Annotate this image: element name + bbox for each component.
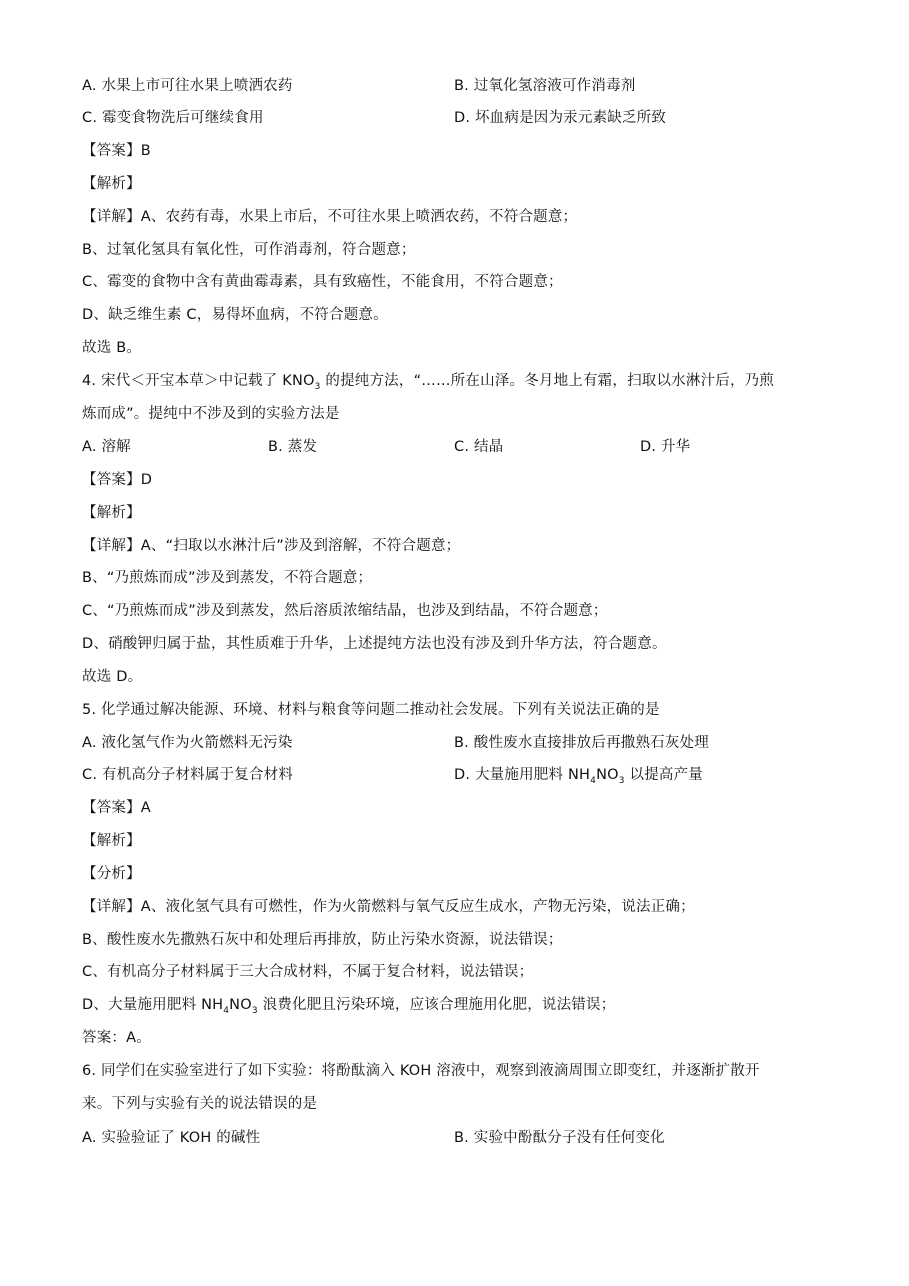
q3-analysis-heading: 【解析】 (82, 176, 141, 192)
q4-detail-c: C、“乃煎炼而成”涉及到蒸发，然后溶质浓缩结晶，也涉及到结晶，不符合题意； (82, 603, 608, 619)
q4-detail-b: B、“乃煎炼而成”涉及到蒸发，不符合题意； (82, 570, 373, 586)
q6-stem-line2: 来。下列与实验有关的说法错误的是 (82, 1096, 318, 1112)
q4-detail-d: D、硝酸钾归属于盐，其性质难于升华，上述提纯方法也没有涉及到升华方法，符合题意。 (82, 636, 667, 652)
q3-choice: 故选 B。 (82, 340, 142, 356)
q5-option-d-post: 以提高产量 (624, 767, 704, 783)
q6-stem-line1: 6. 同学们在实验室进行了如下实验：将酚酞滴入 KOH 溶液中，观察到液滴周围立即变红，并逐渐扩散开 (82, 1063, 760, 1079)
q3-detail-d: D、缺乏维生素 C，易得坏血病，不符合题意。 (82, 307, 388, 323)
q6-option-b: B. 实验中酚酞分子没有任何变化 (454, 1130, 665, 1146)
q5-detail-d-pre: D、大量施用肥料 NH (82, 997, 224, 1013)
q4-option-b: B. 蒸发 (268, 439, 318, 455)
q5-option-d (454, 765, 703, 787)
q3-detail-a: 【详解】A、农药有毒，水果上市后，不可往水果上喷洒农药，不符合题意； (82, 209, 578, 225)
q6-option-a: A. 实验验证了 KOH 的碱性 (82, 1130, 261, 1146)
q5-detail-d (82, 995, 615, 1017)
q5-detail-d-post: 浪费化肥且污染环境，应该合理施用化肥，说法错误； (257, 997, 616, 1013)
q4-answer: 【答案】D (82, 472, 153, 488)
q5-option-a: A. 液化氢气作为火箭燃料无污染 (82, 735, 293, 751)
q4-analysis-heading: 【解析】 (82, 505, 141, 521)
q5-detail-c: C、有机高分子材料属于三大合成材料，不属于复合材料，说法错误； (82, 964, 534, 980)
q3-option-a: A. 水果上市可往水果上喷洒农药 (82, 78, 293, 94)
q5-detail-d-mid: NO (229, 997, 252, 1013)
q5-detail-d-sub1: 4 (223, 1006, 230, 1016)
q5-fenxi-heading: 【分析】 (82, 866, 141, 882)
q4-stem-line2: 炼而成”。提纯中不涉及到的实验方法是 (82, 406, 340, 422)
q3-detail-c: C、霉变的食物中含有黄曲霉毒素，具有致癌性，不能食用，不符合题意； (82, 274, 563, 290)
q3-option-c: C. 霉变食物洗后可继续食用 (82, 110, 264, 126)
q5-final: 答案：A。 (82, 1030, 151, 1046)
q5-option-c: C. 有机高分子材料属于复合材料 (82, 767, 294, 783)
q5-analysis-heading: 【解析】 (82, 833, 141, 849)
q5-option-d-pre: D. 大量施用肥料 NH (454, 767, 591, 783)
q4-option-a: A. 溶解 (82, 439, 131, 455)
q3-answer: 【答案】B (82, 143, 151, 159)
q5-answer: 【答案】A (82, 800, 151, 816)
q3-detail-b: B、过氧化氢具有氧化性，可作消毒剂，符合题意； (82, 242, 416, 258)
q4-option-c: C. 结晶 (454, 439, 504, 455)
q4-stem-line1 (82, 371, 774, 393)
q4-stem-pre: 4. 宋代＜开宝本草＞中记载了 KNO (82, 373, 315, 389)
q5-option-d-sub1: 4 (590, 776, 597, 786)
q4-choice: 故选 D。 (82, 669, 143, 685)
q4-option-d: D. 升华 (640, 439, 691, 455)
q5-detail-a: 【详解】A、液化氢气具有可燃性，作为火箭燃料与氧气反应生成水，产物无污染，说法正确； (82, 899, 695, 915)
q5-detail-b: B、酸性废水先撒熟石灰中和处理后再排放，防止污染水资源，说法错误； (82, 932, 563, 948)
q5-detail-d-sub2: 3 (251, 1006, 258, 1016)
q5-option-d-mid: NO (596, 767, 619, 783)
q5-option-d-sub2: 3 (618, 776, 625, 786)
q4-detail-a: 【详解】A、“扫取以水淋汁后”涉及到溶解，不符合题意； (82, 538, 461, 554)
q5-option-b: B. 酸性废水直接排放后再撒熟石灰处理 (454, 735, 709, 751)
q5-stem: 5. 化学通过解决能源、环境、材料与粮食等问题二推动社会发展。下列有关说法正确的是 (82, 702, 660, 718)
q3-option-b: B. 过氧化氢溶液可作消毒剂 (454, 78, 636, 94)
q4-stem-post: 的提纯方法，“……所在山泽。冬月地上有霜，扫取以水淋汁后，乃煎 (320, 373, 775, 389)
q3-option-d: D. 坏血病是因为汞元素缺乏所致 (454, 110, 667, 126)
q4-stem-subscript: 3 (314, 382, 321, 392)
